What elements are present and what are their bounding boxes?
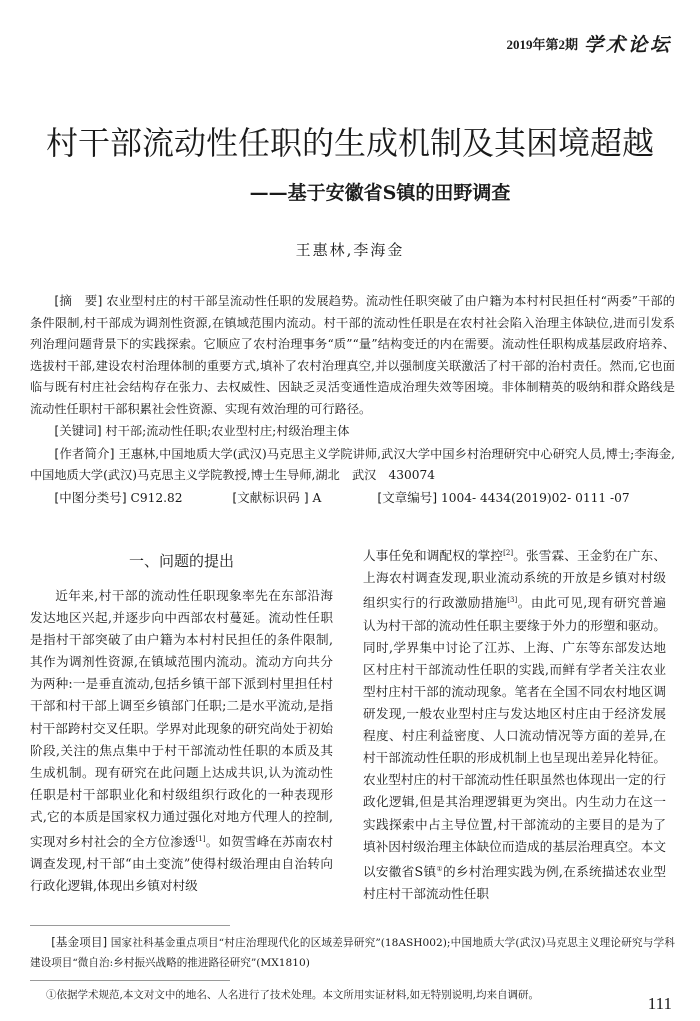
- body-text: 的乡村治理实践为例,在系统描述农业型村庄村干部流动性任职: [363, 863, 666, 901]
- section-heading: 一、问题的提出: [128, 552, 234, 570]
- author-names: 王惠林,李海金: [295, 241, 405, 259]
- body-text: 。如贺雪峰在苏南农村调查发现,村干部“由土变流”使得村级治理由自治转向行政化逻辑,体现出乡镇对村级: [30, 834, 334, 894]
- article-number: [377, 487, 629, 510]
- footnote-divider: [30, 980, 230, 981]
- clc-label: [中图分类号]: [54, 489, 127, 505]
- author-info-text: 王惠林,中国地质大学(武汉)马克思主义学院讲师,武汉大学中国乡村治理研究中心研究人员,博士;李海金,中国地质大学(武汉)马克思主义学院教授,博士生导师,湖北 武汉 430074: [30, 446, 675, 482]
- doc-code-value: A: [312, 490, 322, 505]
- running-header: [506, 30, 672, 57]
- citation-3: [3]: [507, 596, 518, 605]
- article-title: 村干部流动性任职的生成机制及其困境超越: [45, 124, 654, 162]
- issue-label: 2019年第2期: [506, 37, 578, 52]
- citation-1: [1]: [195, 835, 206, 844]
- funding-note: [30, 932, 675, 973]
- abstract-label: [摘 要]: [54, 293, 103, 308]
- body-text: 近年来,村干部的流动性任职现象率先在东部沿海发达地区兴起,并逐步向中西部农村蔓延。流动性任职是指村干部突破了由户籍为本村村民担任的条件限制,其作为调剂性资源,在镇域范围内流动。流动方向共分为两种:一是垂直流动,包括乡镇干部下派到村里担任村干部和村干部上调至乡镇部门任职;二是水平流动,是指村干部跨村交叉任职。学界对此现象的研究尚处于初始阶段,关注的焦点集中于村干部流动性任职的本质及其生成机制。现有研究在此问题上达成共识,认为流动性任职是村干部职业化和村级组织行政化的一种表现形式,它的本质是国家权力通过强化对地方代理人的控制,实现对乡村社会的全方位渗透: [30, 588, 333, 850]
- footnote: ①依据学术规范,本文对文中的地名、人名进行了技术处理。本文所用实证材料,如无特别说明,均来自调研。: [46, 989, 540, 1001]
- author-info-label: [作者简介]: [54, 445, 115, 461]
- page-number: 111: [647, 994, 672, 1013]
- footer-divider: [30, 925, 230, 926]
- author-info: [30, 443, 675, 487]
- classification-row: [30, 487, 675, 510]
- body-paragraph: [30, 585, 333, 898]
- keywords: [30, 420, 675, 443]
- funding-label: [基金项目]: [51, 935, 108, 949]
- footnote-mark: ①: [436, 864, 443, 873]
- body-column-left: [30, 585, 333, 898]
- funding-text: 国家社科基金重点项目“村庄治理现代化的区域差异研究”(18ASH002);中国地质大学(武汉)马克思主义理论研究与学科建设项目“微自治:乡村振兴战略的推进路径研究”(MX1810): [30, 937, 675, 969]
- doc-code: [232, 487, 377, 510]
- abstract: [30, 290, 675, 420]
- keywords-text: 村干部;流动性任职;农业型村庄;村级治理主体: [105, 424, 350, 438]
- body-text: 人事任免和调配权的掌控: [363, 548, 504, 564]
- keywords-label: [关键词]: [54, 423, 102, 438]
- clc: [54, 487, 232, 510]
- abstract-block: [30, 290, 675, 509]
- doc-code-label: [文献标识码 ]: [232, 489, 309, 505]
- body-column-right: [363, 542, 666, 905]
- citation-2: [2]: [503, 549, 514, 557]
- body-paragraph: [363, 542, 666, 905]
- abstract-text: 农业型村庄的村干部呈流动性任职的发展趋势。流动性任职突破了由户籍为本村村民担任村“两委”干部的条件限制,村干部成为调剂性资源,在镇域范围内流动。村干部的流动性任职是在农村社会陷入治理主体缺位,进而引发系列治理问题背景下的实践探索。它顺应了农村治理事务“质”“量”结构变迁的内在需要。流动性任职构成基层政府培养、选拔村干部,建设农村治理体制的重要方式,填补了农村治理真空,并以强制度关联激活了村干部的治村责任。然而,它也面临与既有村庄社会结构存在张力、去权威性、因缺乏灵活变通性造成治理失效等困境。非体制精英的吸纳和群众路线是流动性任职村干部积累社会性资源、实现有效治理的可行路径。: [30, 294, 675, 416]
- journal-logo: 学术论坛: [583, 34, 672, 56]
- article-number-value: 1004- 4434(2019)02- 0111 -07: [441, 490, 630, 505]
- article-number-label: [文章编号]: [377, 489, 438, 505]
- article-subtitle: ——基于安徽省S镇的田野调查: [249, 182, 511, 204]
- body-text: 。张雪霖、王金豹在广东、上海农村调查发现,职业流动系统的开放是乡镇对村级组织实行的行政激励措施: [363, 548, 667, 611]
- clc-value: C912.82: [130, 490, 183, 505]
- body-text: 。由此可见,现有研究普遍认为村干部的流动性任职主要缘于外力的形塑和驱动。同时,学界集中讨论了江苏、上海、广东等东部发达地区村庄村干部流动性任职的实践,而鲜有学者关注农业型村庄村干部的流动现象。笔者在全国不同农村地区调研发现,一般农业型村庄与发达地区村庄由于经济发展程度、村庄利益密度、人口流动情况等方面的差异,在村干部流动性任职的形成机制上也呈现出差异化特征。农业型村庄的村干部流动性任职虽然也体现出一定的行政化逻辑,但是其治理逻辑更为突出。内生动力在这一实践探索中占主导位置,村干部流动的主要目的是为了填补因村级治理主体缺位而造成的基层治理真空。本文以安徽省S镇: [363, 595, 666, 879]
